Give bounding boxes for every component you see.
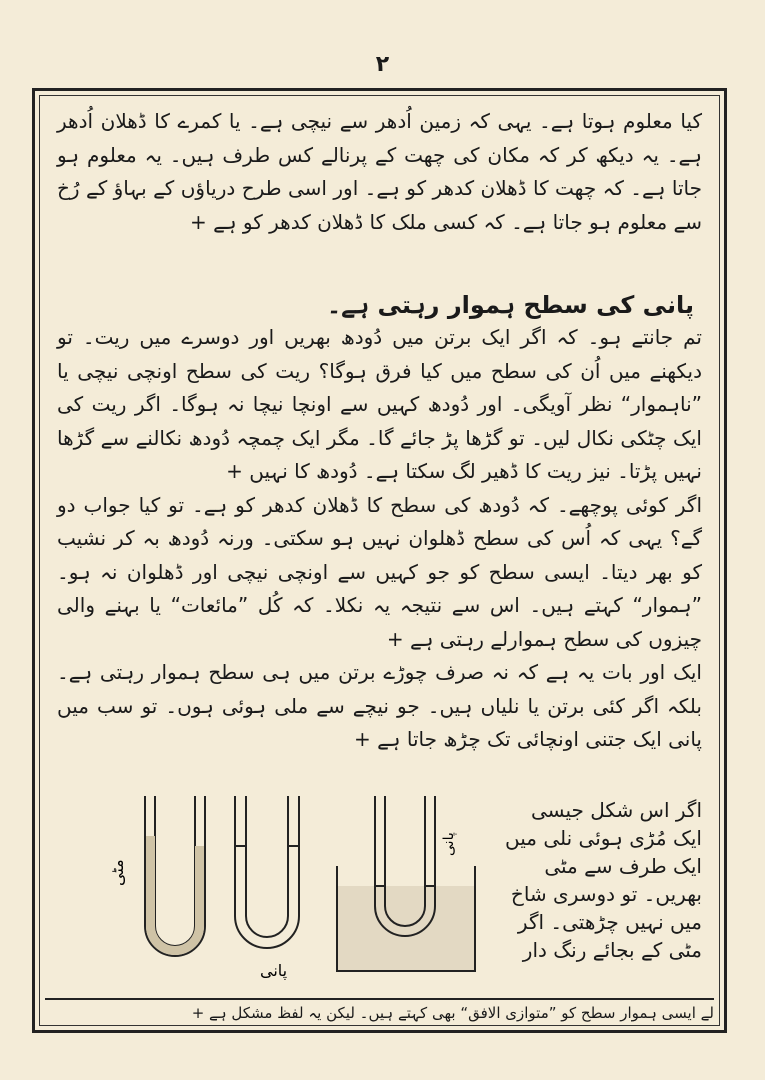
soil-fill [146,836,204,955]
paragraph-1 [57,105,702,239]
main-text [57,321,702,757]
water-label-side: پانی [441,832,457,856]
water-label-bottom: پانی [260,961,288,980]
page-frame [32,88,727,1033]
paragraph-3: اگر کوئی پوچھے۔ کہ دُودھ کی سطح کا ڈھلان کدھر کو ہے۔ تو کیا جواب دو گے؟ یہی کہ اُس کی سطح ڈھلوان نہیں ہو سکتی۔ ورنہ دُودھ بہ کر نشیب کو بھر دیتا۔ ایسی سطح کو جو کہیں سے اونچی نیچی اور ڈھلوان نہ ہو۔ ”ہموار“ کہتے ہیں۔ اس سے نتیجہ یہ نکلا۔ کہ کُل ”مائعات“ یا بہنے والی چیزوں کی سطح ہموارلے رہتی ہے + [57,492,702,651]
section-heading: پانی کی سطح ہموار رہتی ہے۔ [327,291,694,319]
figure-caption-text: اگر اس شکل جیسی ایک مُڑی ہوئی نلی میں ایک طرف سے مٹی بھریں۔ تو دوسری شاخ میں نہیں چڑھتی۔ اگر مٹی کے بجائے رنگ دار [505,798,702,962]
vessel [337,796,475,971]
footnote: لے ایسی ہموار سطح کو ”متوازی الافق“ بھی کہتے ہیں۔ لیکن یہ لفظ مشکل ہے + [45,998,714,1022]
soil-label: مٹی [108,859,127,886]
paragraph-4: ایک اور بات یہ ہے کہ نہ صرف چوڑے برتن میں ہی سطح ہموار رہتی ہے۔ بلکہ اگر کئی برتن یا نلیاں ہیں۔ جو نیچے سے ملی ہوئی ہوں۔ تو سب میں پانی ایک جتنی اونچائی تک چڑھ جاتا ہے + [57,660,702,751]
paragraph-1-text: کیا معلوم ہوتا ہے۔ یہی کہ زمین اُدھر سے نیچی ہے۔ یا کمرے کا ڈھلان اُدھر ہے۔ یہ دیکھ کر کہ مکان کی چھت کے پرنالے کس طرف ہیں۔ یہ معلوم ہو جاتا ہے۔ کہ چھت کا ڈھلان کدھر کو ہے۔ اور اسی طرح دریاؤں کے بہاؤ کے رُخ سے معلوم ہو جاتا ہے۔ کہ کسی ملک کا ڈھلان کدھر کو ہے + [57,109,702,234]
paragraph-2: تم جانتے ہو۔ کہ اگر ایک برتن میں دُودھ بھریں اور دوسرے میں ریت۔ تو دیکھنے میں اُن کی سطح میں کیا فرق ہوگا؟ ریت کی سطح اونچی نیچی یا ”ناہموار“ نظر آویگی۔ اور دُودھ کہیں سے اونچا نیچا نہ ہوگا۔ اگر ریت کی ایک چٹکی نکال لیں۔ تو گڑھا پڑ جائے گا۔ مگر ایک چمچہ دُودھ نکالنے سے گڑھا نہیں پڑتا۔ نیز ریت کا ڈھیر لگ سکتا ہے۔ دُودھ کا نہیں + [57,325,702,483]
water-tube [235,796,299,948]
u-tube-figure [75,786,495,986]
page-number: ۲ [375,52,390,77]
